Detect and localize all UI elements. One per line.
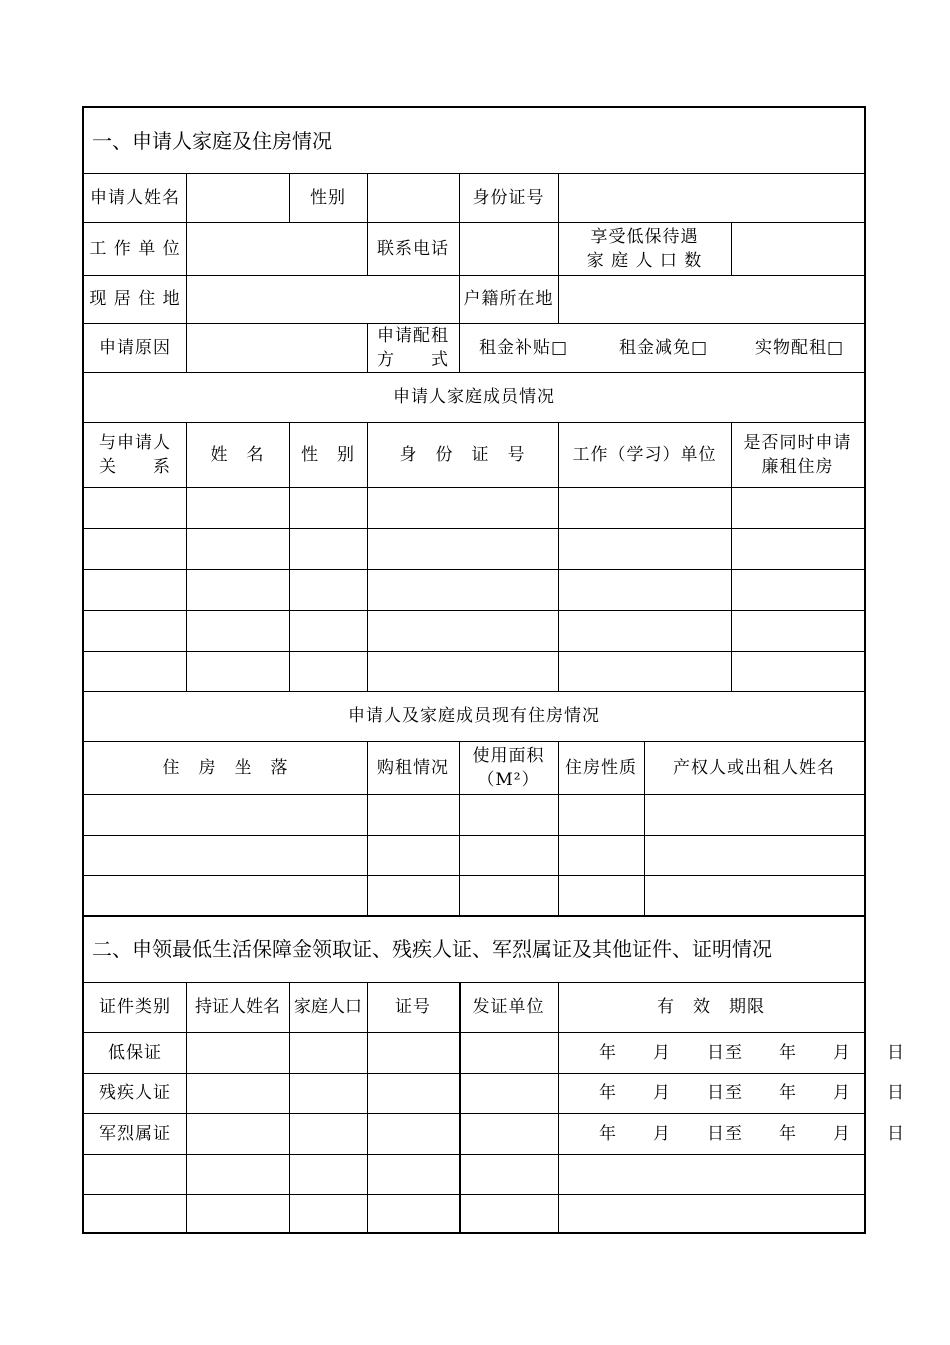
member-name-header: 姓 名 [210,444,265,465]
also-apply-line1: 是否同时申请 [743,432,852,453]
cert-issuer-header: 发证单位 [472,997,545,1017]
row-divider [84,1154,864,1155]
row-divider [84,528,864,529]
col-divider [459,323,460,372]
work-unit-label: 工 作 单 位 [89,238,181,259]
cert-family-header: 家庭人口 [294,997,362,1017]
option-rent-reduction[interactable]: 租金减免□ [619,338,709,358]
gender-label: 性别 [310,187,346,208]
cert-validity-header: 有 效 期限 [657,997,765,1017]
residence-field[interactable] [187,276,459,323]
relation-header [84,422,186,487]
phone-label: 联系电话 [377,238,449,259]
row-divider [84,569,864,570]
cert-row-dibao-type: 低保证 [108,1042,162,1063]
housing-owner-header: 产权人或出租人姓名 [673,757,835,778]
id-number-label: 身份证号 [472,187,545,208]
dibao-count-field[interactable] [732,223,864,275]
section1-title: 一、申请人家庭及住房情况 [92,128,332,153]
dibao-label-line2: 家 庭 人 口 数 [586,250,703,271]
member-gender-header: 性 别 [301,444,355,465]
area-header-line1: 使用面积 [472,745,545,766]
housing-purchase-header: 购租情况 [377,757,449,778]
application-form-table [82,106,905,1234]
applicant-name-label: 申请人姓名 [90,187,180,208]
area-header-line2: （M²） [477,769,540,790]
reason-label: 申请原因 [99,337,171,358]
work-unit-field[interactable] [187,223,367,275]
row-divider [84,651,864,652]
id-number-field[interactable] [559,174,864,222]
option-rent-subsidy[interactable]: 租金补贴□ [479,338,569,358]
cert-row-disability-validity[interactable]: 年 月 日至 年 月 日 [599,1083,905,1103]
gender-field[interactable] [368,174,459,222]
row-divider [84,1194,864,1195]
cert-row-disability-type: 残疾人证 [99,1083,171,1103]
residence-label: 现 居 住 地 [89,289,181,309]
members-title: 申请人家庭成员情况 [393,387,555,407]
row-divider [84,610,864,611]
dibao-label-line1: 享受低保待遇 [590,226,699,247]
method-label-line2: 方 式 [377,349,449,370]
hukou-label: 户籍所在地 [463,289,554,309]
member-also-apply-header [731,422,864,487]
reason-field[interactable] [187,324,367,372]
housing-nature-header: 住房性质 [565,757,637,778]
hukou-field[interactable] [559,276,864,323]
cert-row-martyr-type: 军烈属证 [99,1123,171,1144]
method-label-line1: 申请配租 [377,325,449,346]
section2-title: 二、申领最低生活保障金领取证、残疾人证、军烈属证及其他证件、证明情况 [92,937,772,961]
relation-header-line1: 与申请人 [99,432,171,453]
row-divider [84,875,864,876]
member-work-header: 工作（学习）单位 [572,444,717,465]
option-physical-rental[interactable]: 实物配租□ [755,338,845,358]
cert-number-header: 证号 [395,997,431,1017]
row-divider [84,835,864,836]
housing-location-header: 住 房 坐 落 [162,757,289,778]
cert-type-header: 证件类别 [99,997,171,1017]
dibao-count-label [558,222,731,275]
cert-row-dibao-validity[interactable]: 年 月 日至 年 月 日 [599,1042,905,1063]
row-divider [84,487,864,488]
relation-header-line2: 关 系 [99,456,171,477]
member-id-header: 身 份 证 号 [399,444,526,465]
applicant-name-field[interactable] [187,174,289,222]
housing-title: 申请人及家庭成员现有住房情况 [348,706,600,726]
row-divider [84,794,864,795]
cert-row-martyr-validity[interactable]: 年 月 日至 年 月 日 [599,1123,905,1144]
also-apply-line2: 廉租住房 [761,456,834,477]
method-label [367,323,459,372]
cert-holder-header: 持证人姓名 [195,997,280,1017]
phone-field[interactable] [460,223,558,275]
housing-area-header [459,741,558,794]
